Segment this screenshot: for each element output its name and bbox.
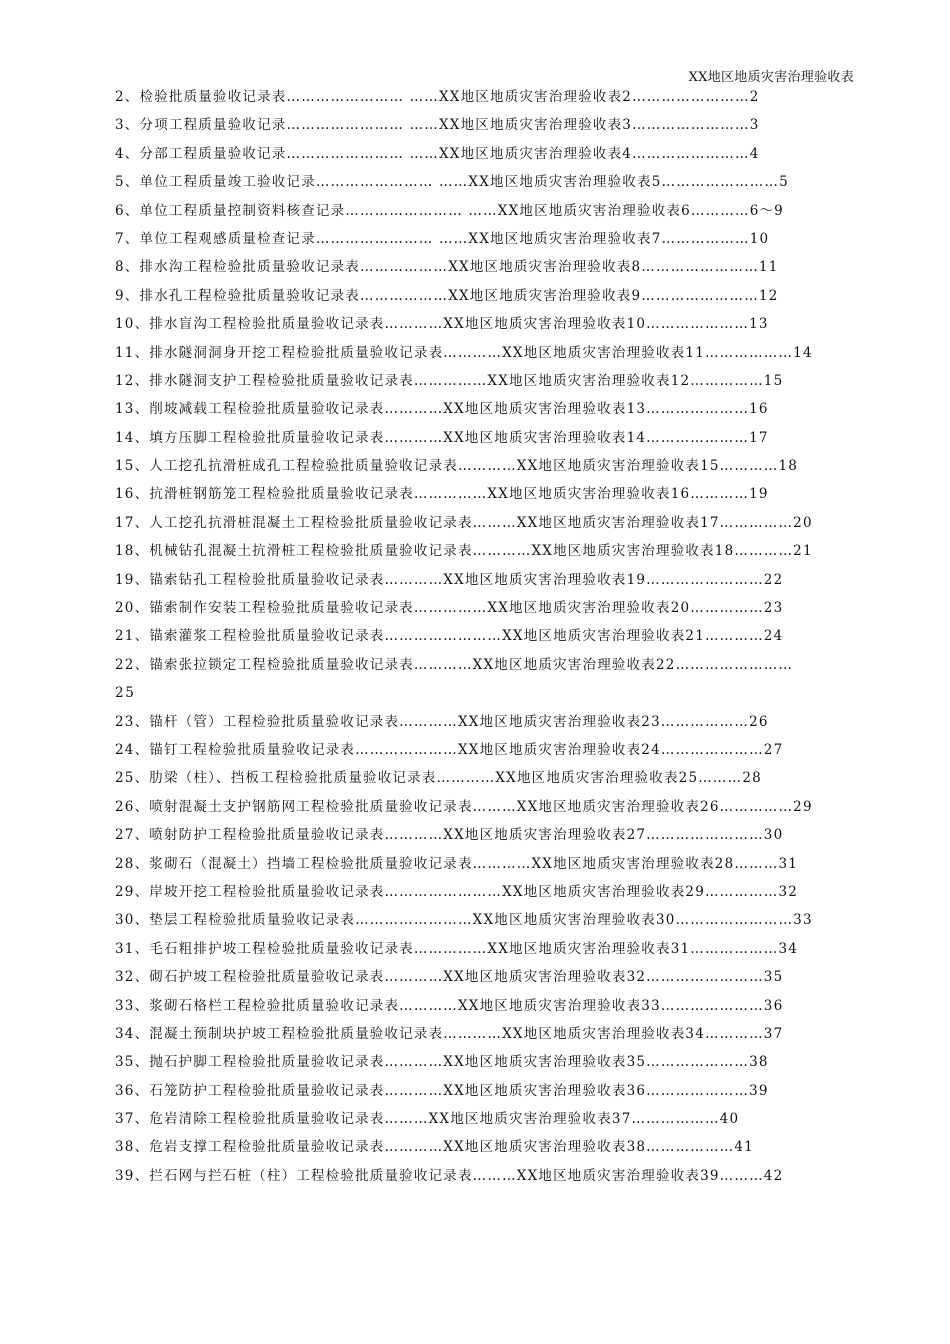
- toc-entry[interactable]: 15、人工挖孔抗滑桩成孔工程检验批质量验收记录表…………XX地区地质灾害治理验收表15…………18: [115, 458, 799, 475]
- toc-entry[interactable]: 25、肋梁（柱）、挡板工程检验批质量验收记录表…………XX地区地质灾害治理验收表25………28: [115, 770, 762, 787]
- toc-entry[interactable]: 19、锚索钻孔工程检验批质量验收记录表…………XX地区地质灾害治理验收表19……………………22: [115, 571, 784, 588]
- toc-entry[interactable]: 22、锚索张拉锁定工程检验批质量验收记录表…………XX地区地质灾害治理验收表22……………………: [115, 656, 794, 673]
- toc-entry[interactable]: 16、抗滑桩钢筋笼工程检验批质量验收记录表……………XX地区地质灾害治理验收表16…………19: [115, 486, 769, 503]
- toc-entry[interactable]: 33、浆砌石格栏工程检验批质量验收记录表…………XX地区地质灾害治理验收表33…………………36: [115, 997, 784, 1014]
- toc-entry[interactable]: 29、岸坡开挖工程检验批质量验收记录表……………………XX地区地质灾害治理验收表29……………32: [115, 883, 799, 900]
- toc-entry[interactable]: 10、排水盲沟工程检验批质量验收记录表…………XX地区地质灾害治理验收表10…………………13: [115, 316, 769, 333]
- toc-entry[interactable]: 31、毛石粗排护坡工程检验批质量验收记录表……………XX地区地质灾害治理验收表31………………34: [115, 940, 799, 957]
- table-of-contents: [115, 83, 855, 1190]
- toc-entry[interactable]: 4、分部工程质量验收记录…………………… ……XX地区地质灾害治理验收表4……………………4: [115, 145, 760, 162]
- toc-entry[interactable]: 13、削坡减载工程检验批质量验收记录表…………XX地区地质灾害治理验收表13…………………16: [115, 401, 769, 418]
- toc-entry[interactable]: 5、单位工程质量竣工验收记录…………………… ……XX地区地质灾害治理验收表5……………………5: [115, 174, 789, 191]
- toc-entry[interactable]: 27、喷射防护工程检验批质量验收记录表…………XX地区地质灾害治理验收表27……………………30: [115, 827, 784, 844]
- toc-entry[interactable]: 24、锚钉工程检验批质量验收记录表…………………XX地区地质灾害治理验收表24…………………27: [115, 741, 784, 758]
- toc-entry[interactable]: 34、混凝土预制块护坡工程检验批质量验收记录表…………XX地区地质灾害治理验收表34…………37: [115, 1025, 784, 1042]
- toc-entry[interactable]: 14、填方压脚工程检验批质量验收记录表…………XX地区地质灾害治理验收表14…………………17: [115, 429, 769, 446]
- toc-entry[interactable]: 23、锚杆（管）工程检验批质量验收记录表…………XX地区地质灾害治理验收表23………………26: [115, 713, 769, 730]
- toc-entry[interactable]: 30、垫层工程检验批质量验收记录表……………………XX地区地质灾害治理验收表30……………………33: [115, 912, 813, 929]
- toc-entry[interactable]: 39、拦石网与拦石桩（柱）工程检验批质量验收记录表………XX地区地质灾害治理验收表39………42: [115, 1167, 784, 1184]
- toc-entry[interactable]: 32、砌石护坡工程检验批质量验收记录表…………XX地区地质灾害治理验收表32……………………35: [115, 969, 784, 986]
- toc-entry[interactable]: 28、浆砌石（混凝土）挡墙工程检验批质量验收记录表…………XX地区地质灾害治理验收表28………31: [115, 855, 799, 872]
- toc-entry[interactable]: 37、危岩清除工程检验批质量验收记录表………XX地区地质灾害治理验收表37………………40: [115, 1111, 740, 1128]
- page-header: XX地区地质灾害治理验收表: [688, 70, 854, 85]
- toc-entry[interactable]: 9、排水孔工程检验批质量验收记录表………………XX地区地质灾害治理验收表9……………………12: [115, 287, 779, 304]
- toc-entry[interactable]: 17、人工挖孔抗滑桩混凝土工程检验批质量验收记录表………XX地区地质灾害治理验收表17……………20: [115, 514, 813, 531]
- toc-entry-continuation[interactable]: 25: [115, 685, 136, 702]
- toc-entry[interactable]: 20、锚索制作安装工程检验批质量验收记录表……………XX地区地质灾害治理验收表20……………23: [115, 600, 784, 617]
- toc-entry[interactable]: 8、排水沟工程检验批质量验收记录表………………XX地区地质灾害治理验收表8……………………11: [115, 259, 779, 276]
- toc-entry[interactable]: 6、单位工程质量控制资料核查记录…………………… ……XX地区地质灾害治理验收表6…………6～9: [115, 202, 784, 219]
- toc-entry[interactable]: 35、抛石护脚工程检验批质量验收记录表…………XX地区地质灾害治理验收表35…………………38: [115, 1054, 769, 1071]
- toc-entry[interactable]: 18、机械钻孔混凝土抗滑桩工程检验批质量验收记录表…………XX地区地质灾害治理验收表18…………21: [115, 543, 813, 560]
- toc-entry[interactable]: 2、检验批质量验收记录表…………………… ……XX地区地质灾害治理验收表2……………………2: [115, 89, 760, 105]
- toc-entry[interactable]: 3、分项工程质量验收记录…………………… ……XX地区地质灾害治理验收表3……………………3: [115, 117, 760, 134]
- toc-entry[interactable]: 36、石笼防护工程检验批质量验收记录表…………XX地区地质灾害治理验收表36…………………39: [115, 1082, 769, 1099]
- toc-entry[interactable]: 26、喷射混凝土支护钢筋网工程检验批质量验收记录表………XX地区地质灾害治理验收表26……………29: [115, 798, 813, 815]
- toc-entry[interactable]: 7、单位工程观感质量检查记录…………………… ……XX地区地质灾害治理验收表7………………10: [115, 230, 770, 247]
- toc-entry[interactable]: 12、排水隧洞支护工程检验批质量验收记录表……………XX地区地质灾害治理验收表12……………15: [115, 372, 784, 389]
- toc-entry[interactable]: 38、危岩支撑工程检验批质量验收记录表…………XX地区地质灾害治理验收表38………………41: [115, 1139, 754, 1156]
- toc-entry[interactable]: 11、排水隧洞洞身开挖工程检验批质量验收记录表…………XX地区地质灾害治理验收表11………………14: [115, 344, 813, 361]
- toc-entry[interactable]: 21、锚索灌浆工程检验批质量验收记录表……………………XX地区地质灾害治理验收表21…………24: [115, 628, 784, 645]
